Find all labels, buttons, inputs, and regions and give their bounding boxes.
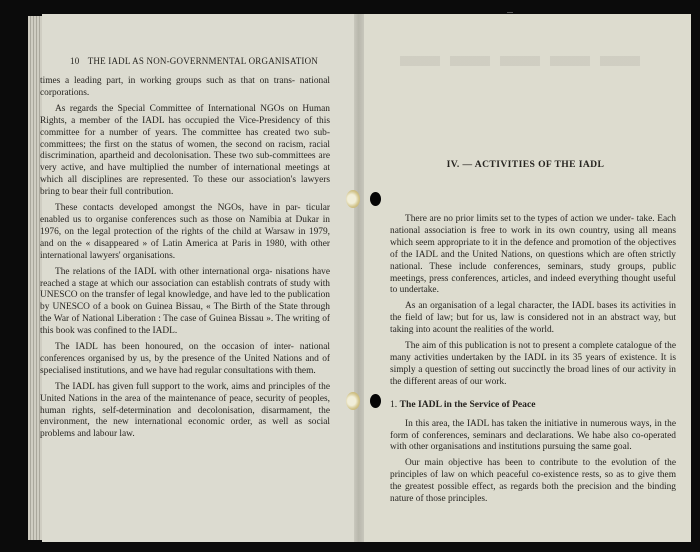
- header-title: THE IADL AS NON-GOVERNMENTAL ORGANISATION: [87, 56, 318, 66]
- paragraph: times a leading part, in working groups such as that on trans- national corporations.: [40, 76, 330, 98]
- section-heading: [390, 399, 676, 411]
- section-title: The IADL in the Service of Peace: [399, 398, 536, 410]
- right-body-text: [390, 214, 676, 510]
- paragraph: The IADL has given full support to the work, aims and principles of the United Nations in the area of the maintenance of peace, security of peoples, human rights, self-determination and decolonisation, disarmament, the environment, the new international economic order, as well as social problems and labour law.: [40, 381, 330, 440]
- scan-mark: [507, 12, 513, 13]
- paragraph: In this area, the IADL has taken the initiative in numerous ways, in the form of conferences, seminars and declarations. We habe also co-operated with other organisations and institutions pursuing the same goal.: [390, 418, 676, 453]
- show-through-header: [400, 56, 650, 66]
- running-header: [70, 56, 318, 66]
- left-body-text: [40, 76, 330, 445]
- punch-hole-top: [370, 192, 381, 206]
- binding-ring-bottom: [346, 392, 360, 410]
- book-gutter: [354, 14, 364, 542]
- paragraph: The IADL has been honoured, on the occasion of inter- national conferences organised by us, by the presence of the United Nations and of specialised institutions, and we have had regular consultations with them.: [40, 342, 330, 376]
- section-number: 1.: [390, 398, 398, 410]
- paragraph: The relations of the IADL with other international orga- nisations have reached a stage at which our association can establish contrats of study with UNESCO on the transfer of legal knowledge, and have led to the publication by UNESCO of a book on Guinea Bissau, « The Birth of the State through the War of National Liberation : The case of Guinea Bissau ». The writing of this book was confined to the IADL.: [40, 266, 330, 337]
- paragraph: As an organisation of a legal character, the IADL bases its activities in the field of law; but for us, law is considered not in an abstract way, but taking into acount the realities of the world.: [390, 301, 676, 336]
- paragraph: The aim of this publication is not to present a complete catalogue of the many activities undertaken by the IADL in its 35 years of existence. It is simply a question of setting out succinctly the broad lines of our activity in the different areas of our work.: [390, 341, 676, 387]
- chapter-title: IV. — ACTIVITIES OF THE IADL: [446, 159, 605, 170]
- paragraph: These contacts developed amongst the NGOs, have in par- ticular enabled us to organise conferences such as those on Namibia at Dukar in 1976, on the legal protection of the rights of the child at Warsaw in 1979, and on the « disappeared » of Latin America at Paris in 1980, with other international lawyers' organisations.: [40, 203, 330, 261]
- page-number: 10: [70, 56, 80, 66]
- paragraph: Our main objective has been to contribute to the evolution of the principles of law on which peaceful co-existence rests, so as to give them the greatest possible effect, as regards both the precision and the binding nature of those principles.: [390, 458, 676, 505]
- paragraph: As regards the Special Committee of International NGOs on Human Rights, a member of the IADL has occupied the Vice-Presidency of this committee for a number of years. The committee has created two sub-committees; the first on the status of women, the second on racism, racial discrimination, apartheid and decolonisation. These two sub-committees are very active, and have multiplied the number of international meetings at which all disciplines are represented. To these our association's lawyers bring to bear their full contribution.: [40, 103, 330, 198]
- paragraph: There are no prior limits set to the types of action we under- take. Each national association is free to work in its own country, using all means which seem appropriate to it in the defence and promotion of the objectives of the IADL and the United Nations, on questions which are often strictly national. These include conferences, seminars, study groups, public meetings, press conferences, articles, and indeed everything thought useful to undertake.: [390, 214, 676, 296]
- punch-hole-bottom: [370, 394, 381, 408]
- binding-ring-top: [346, 190, 360, 208]
